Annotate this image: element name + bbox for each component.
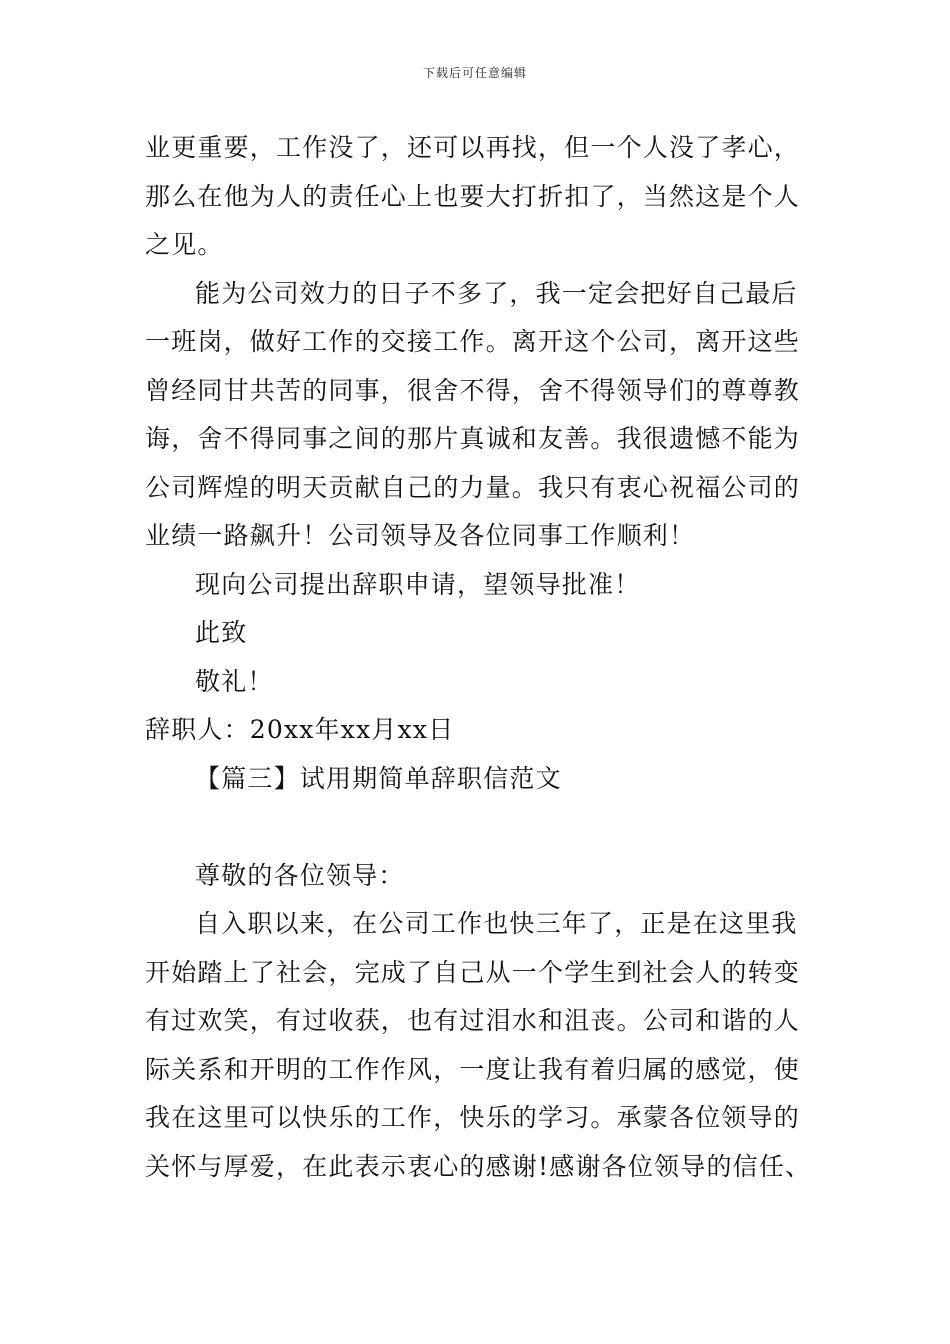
closing-salute: 敬礼！	[195, 666, 274, 696]
paragraph-line: 有过欢笑，有过收获，也有过泪水和沮丧。公司和谐的人	[145, 1006, 801, 1035]
paragraph-line: 那么在他为人的责任心上也要大打折扣了，当然这是个人	[145, 181, 801, 211]
paragraph-line: 业绩一路飙升！公司领导及各位同事工作顺利！	[145, 521, 696, 550]
signature-date: 辞职人：20xx年xx月xx日	[145, 715, 455, 744]
document-body	[145, 128, 810, 1195]
paragraph-line: 关怀与厚爱，在此表示衷心的感谢!感谢各位领导的信任、	[145, 1151, 812, 1181]
salutation: 尊敬的各位领导：	[195, 860, 405, 890]
paragraph-line: 能为公司效力的日子不多了，我一定会把好自己最后	[195, 278, 798, 308]
paragraph-line: 开始踏上了社会，完成了自己从一个学生到社会人的转变	[145, 957, 801, 987]
paragraph-line: 一班岗，做好工作的交接工作。离开这个公司，离开这些	[145, 327, 801, 356]
paragraph-line: 公司辉煌的明天贡献自己的力量。我只有衷心祝福公司的	[145, 472, 801, 502]
paragraph-line: 自入职以来，在公司工作也快三年了，正是在这里我	[195, 909, 798, 938]
page-header-note: 下载后可任意编辑	[422, 66, 527, 80]
resignation-request: 现向公司提出辞职申请，望领导批准！	[195, 569, 641, 599]
paragraph-line: 我在这里可以快乐的工作，快乐的学习。承蒙各位领导的	[145, 1103, 801, 1132]
blank-line	[145, 807, 810, 856]
paragraph-line: 际关系和开明的工作作风，一度让我有着归属的感觉，使	[145, 1054, 801, 1084]
paragraph-line: 业更重要，工作没了，还可以再找，但一个人没了孝心，	[145, 133, 801, 162]
closing-greeting: 此致	[195, 618, 248, 647]
section-title: 【篇三】试用期简单辞职信范文	[195, 763, 562, 793]
paragraph-line: 诲，舍不得同事之间的那片真诚和友善。我很遗憾不能为	[145, 424, 801, 453]
paragraph-line: 曾经同甘共苦的同事，很舍不得，舍不得领导们的尊尊教	[145, 375, 801, 405]
paragraph-line: 之见。	[145, 230, 224, 259]
